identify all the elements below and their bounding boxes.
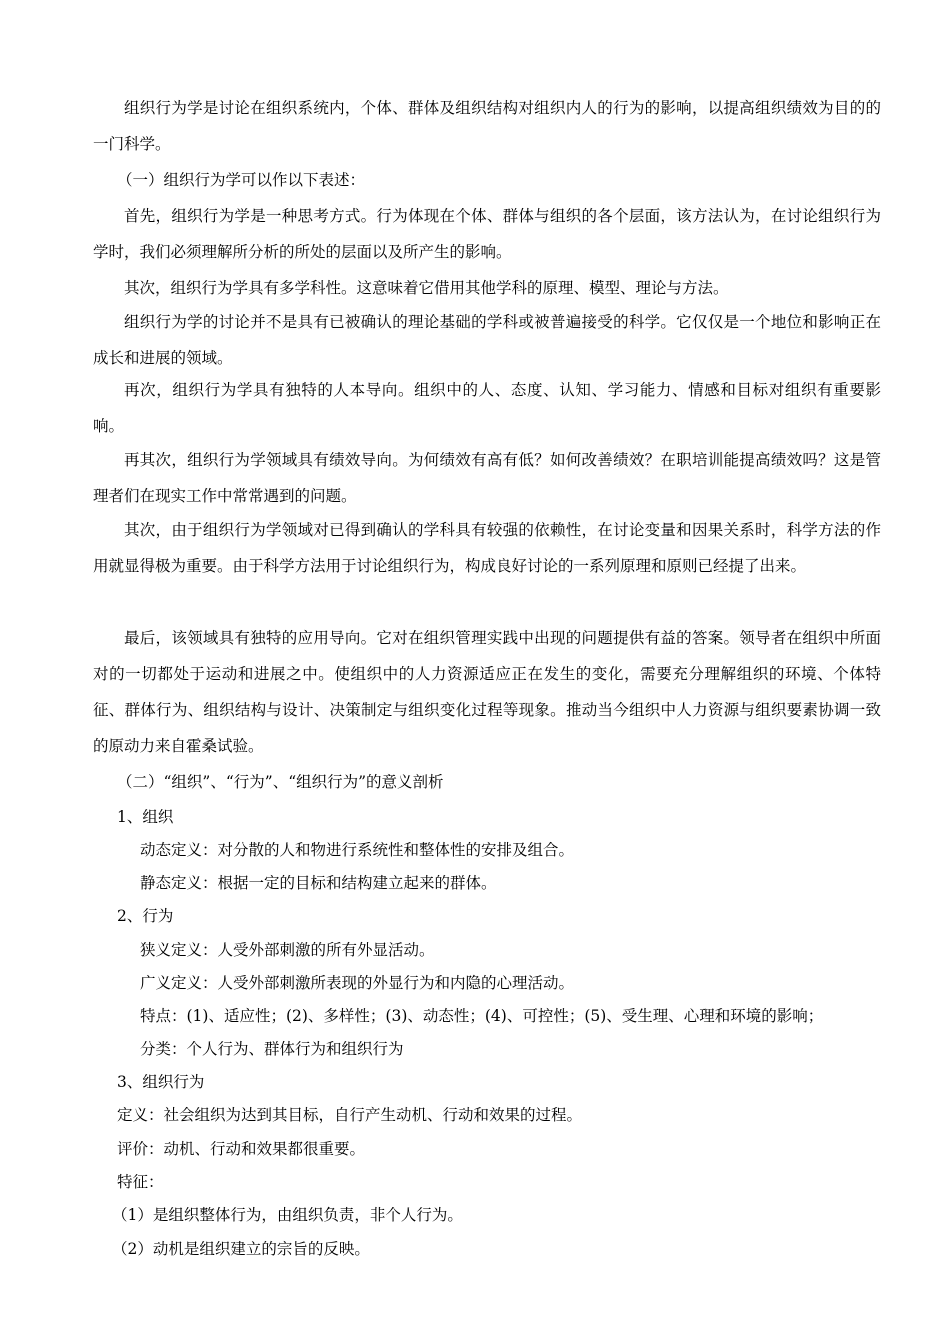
- paragraph-scientific-method: 其次，由于组织行为学领域对已得到确认的学科具有较强的依赖性，在讨论变量和因果关系时，科学方法的作用就显得极为重要。由于科学方法用于讨论组织行为，构成良好讨论的一系列原理和原则已经提了出来。: [93, 521, 881, 575]
- paragraph-application-orientation: 最后，该领域具有独特的应用导向。它对在组织管理实践中出现的问题提供有益的答案。领导者在组织中所面对的一切都处于运动和进展之中。使组织中的人力资源适应正在发生的变化，需要充分理解组织的环境、个体特征、群体行为、组织结构与设计、决策制定与组织变化过程等现象。推动当今组织中人力资源与组织要素协调一致的原动力来自霍桑试验。: [93, 629, 881, 755]
- item3-features-label: 特征：: [117, 1173, 164, 1191]
- item2-narrow-definition: 狭义定义：人受外部刺激的所有外显活动。: [140, 941, 435, 959]
- item3-feature-1: （1）是组织整体行为，由组织负责，非个人行为。: [112, 1206, 463, 1224]
- item2-broad-definition: 广义定义：人受外部刺激所表现的外显行为和内隐的心理活动。: [140, 974, 575, 992]
- paragraph-first: 首先，组织行为学是一种思考方式。行为体现在个体、群体与组织的各个层面，该方法认为，在讨论组织行为学时，我们必须理解所分析的所处的层面以及所产生的影响。: [93, 207, 881, 261]
- paragraph-performance-orientation: 再其次，组织行为学领域具有绩效导向。为何绩效有高有低？如何改善绩效？在职培训能提高绩效吗？这是管理者们在现实工作中常常遇到的问题。: [93, 451, 881, 505]
- item3-evaluation: 评价：动机、行动和效果都很重要。: [117, 1140, 366, 1158]
- intro-paragraph: 组织行为学是讨论在组织系统内，个体、群体及组织结构对组织内人的行为的影响，以提高组织绩效为目的的一门科学。: [93, 99, 881, 153]
- item2-classification: 分类：个人行为、群体行为和组织行为: [140, 1040, 404, 1058]
- section-two-heading: （二）“组织”、“行为”、“组织行为”的意义剖析: [117, 773, 444, 791]
- item1-dynamic-definition: 动态定义：对分散的人和物进行系统性和整体性的安排及组合。: [140, 841, 575, 859]
- item3-feature-2: （2）动机是组织建立的宗旨的反映。: [112, 1240, 370, 1258]
- item2-heading: 2、行为: [117, 907, 174, 925]
- item3-heading: 3、组织行为: [117, 1073, 205, 1091]
- item1-heading: 1、组织: [117, 808, 174, 826]
- section-one-heading: （一）组织行为学可以作以下表述：: [117, 171, 366, 189]
- paragraph-field-status: 组织行为学的讨论并不是具有已被确认的理论基础的学科或被普遍接受的科学。它仅仅是一个地位和影响正在成长和进展的领域。: [93, 313, 881, 367]
- item2-features: 特点：(1)、适应性；(2)、多样性；(3)、动态性；(4)、可控性；(5)、受生理、心理和环境的影响；: [140, 1007, 824, 1025]
- paragraph-human-orientation: 再次，组织行为学具有独特的人本导向。组织中的人、态度、认知、学习能力、情感和目标对组织有重要影响。: [93, 381, 881, 435]
- paragraph-multidisciplinary: 其次，组织行为学具有多学科性。这意味着它借用其他学科的原理、模型、理论与方法。: [124, 279, 729, 297]
- item1-static-definition: 静态定义：根据一定的目标和结构建立起来的群体。: [140, 874, 497, 892]
- item3-definition: 定义：社会组织为达到其目标，自行产生动机、行动和效果的过程。: [117, 1106, 583, 1124]
